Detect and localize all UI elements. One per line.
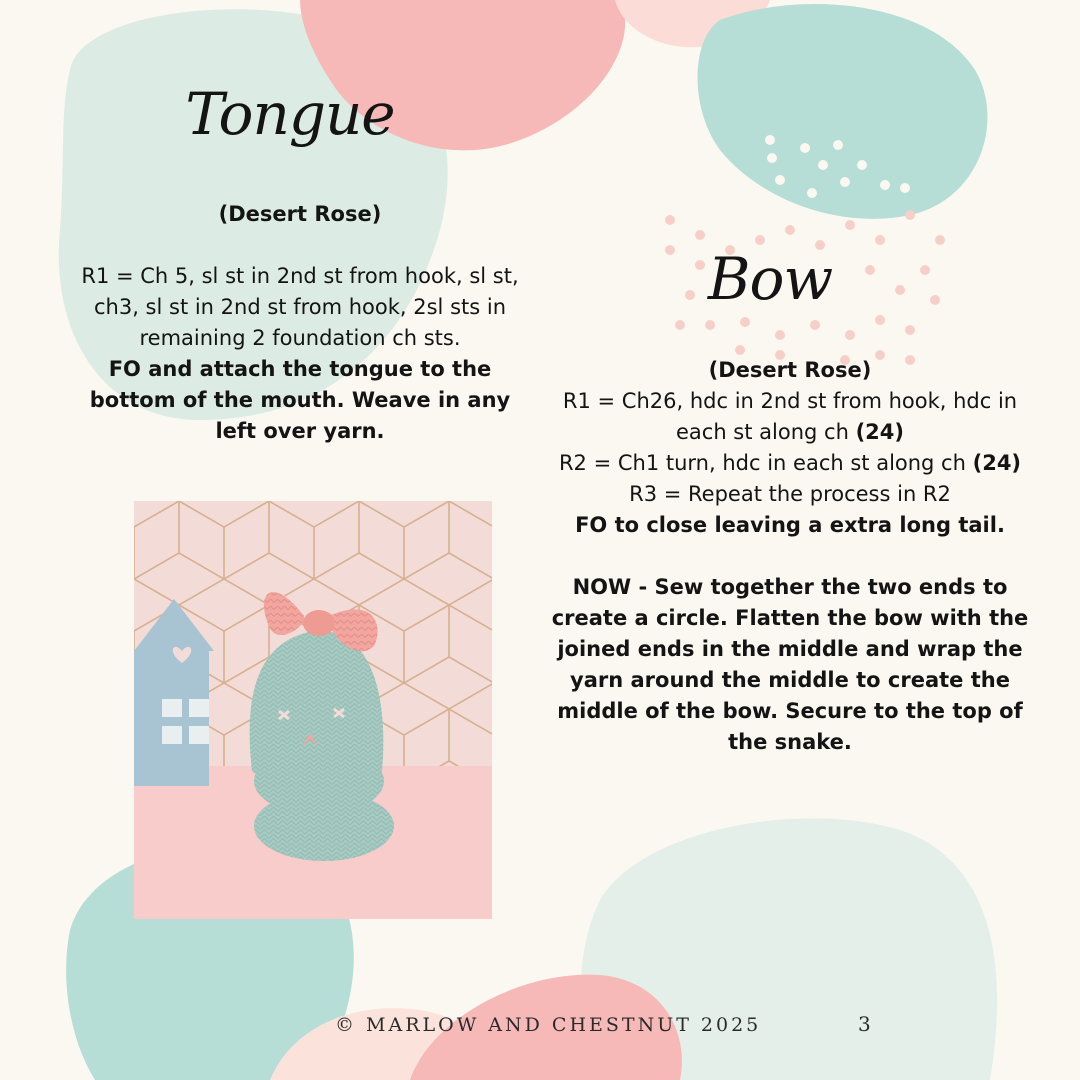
bow-round-1-count: (24) xyxy=(855,420,904,444)
bow-title: Bow xyxy=(707,245,833,313)
spacer xyxy=(80,230,520,261)
bow-round-3: R3 = Repeat the process in R2 xyxy=(629,482,951,506)
bow-assembly-instruction: NOW - Sew together the two ends to create a circle. Flatten the bow with the joined ends in the middle and wrap the yarn around the middle to create the middle of the bow. Secure to the top of the snake. xyxy=(551,575,1029,754)
mint-blob-top-right xyxy=(698,4,988,219)
copyright-footer: © MARLOW AND CHESTNUT 2025 xyxy=(335,1014,762,1036)
tongue-yarn-color: (Desert Rose) xyxy=(218,202,382,226)
bow-instructions xyxy=(550,355,1030,758)
tongue-title: Tongue xyxy=(185,80,395,148)
spacer xyxy=(550,541,1030,572)
page-number: 3 xyxy=(858,1012,871,1036)
tongue-round-1: R1 = Ch 5, sl st in 2nd st from hook, sl st, ch3, sl st in 2nd st from hook, 2sl sts in remaining 2 foundation ch sts. xyxy=(81,264,519,350)
bow-round-1 xyxy=(550,386,1030,448)
bow-round-2-count: (24) xyxy=(972,451,1022,475)
bow-round-1-text: R1 = Ch26, hdc in 2nd st from hook, hdc in each st along ch xyxy=(562,389,1018,444)
bow-yarn-color: (Desert Rose) xyxy=(708,358,872,382)
bow-finish-instruction: FO to close leaving a extra long tail. xyxy=(575,513,1005,537)
tongue-finish-instruction: FO and attach the tongue to the bottom of the mouth. Weave in any left over yarn. xyxy=(89,357,511,443)
crochet-snake-photo xyxy=(134,501,492,919)
bow-round-2 xyxy=(550,448,1030,479)
tongue-instructions xyxy=(80,199,520,447)
bow-round-2-text: R2 = Ch1 turn, hdc in each st along ch xyxy=(558,451,966,475)
bow-knot xyxy=(303,610,335,636)
